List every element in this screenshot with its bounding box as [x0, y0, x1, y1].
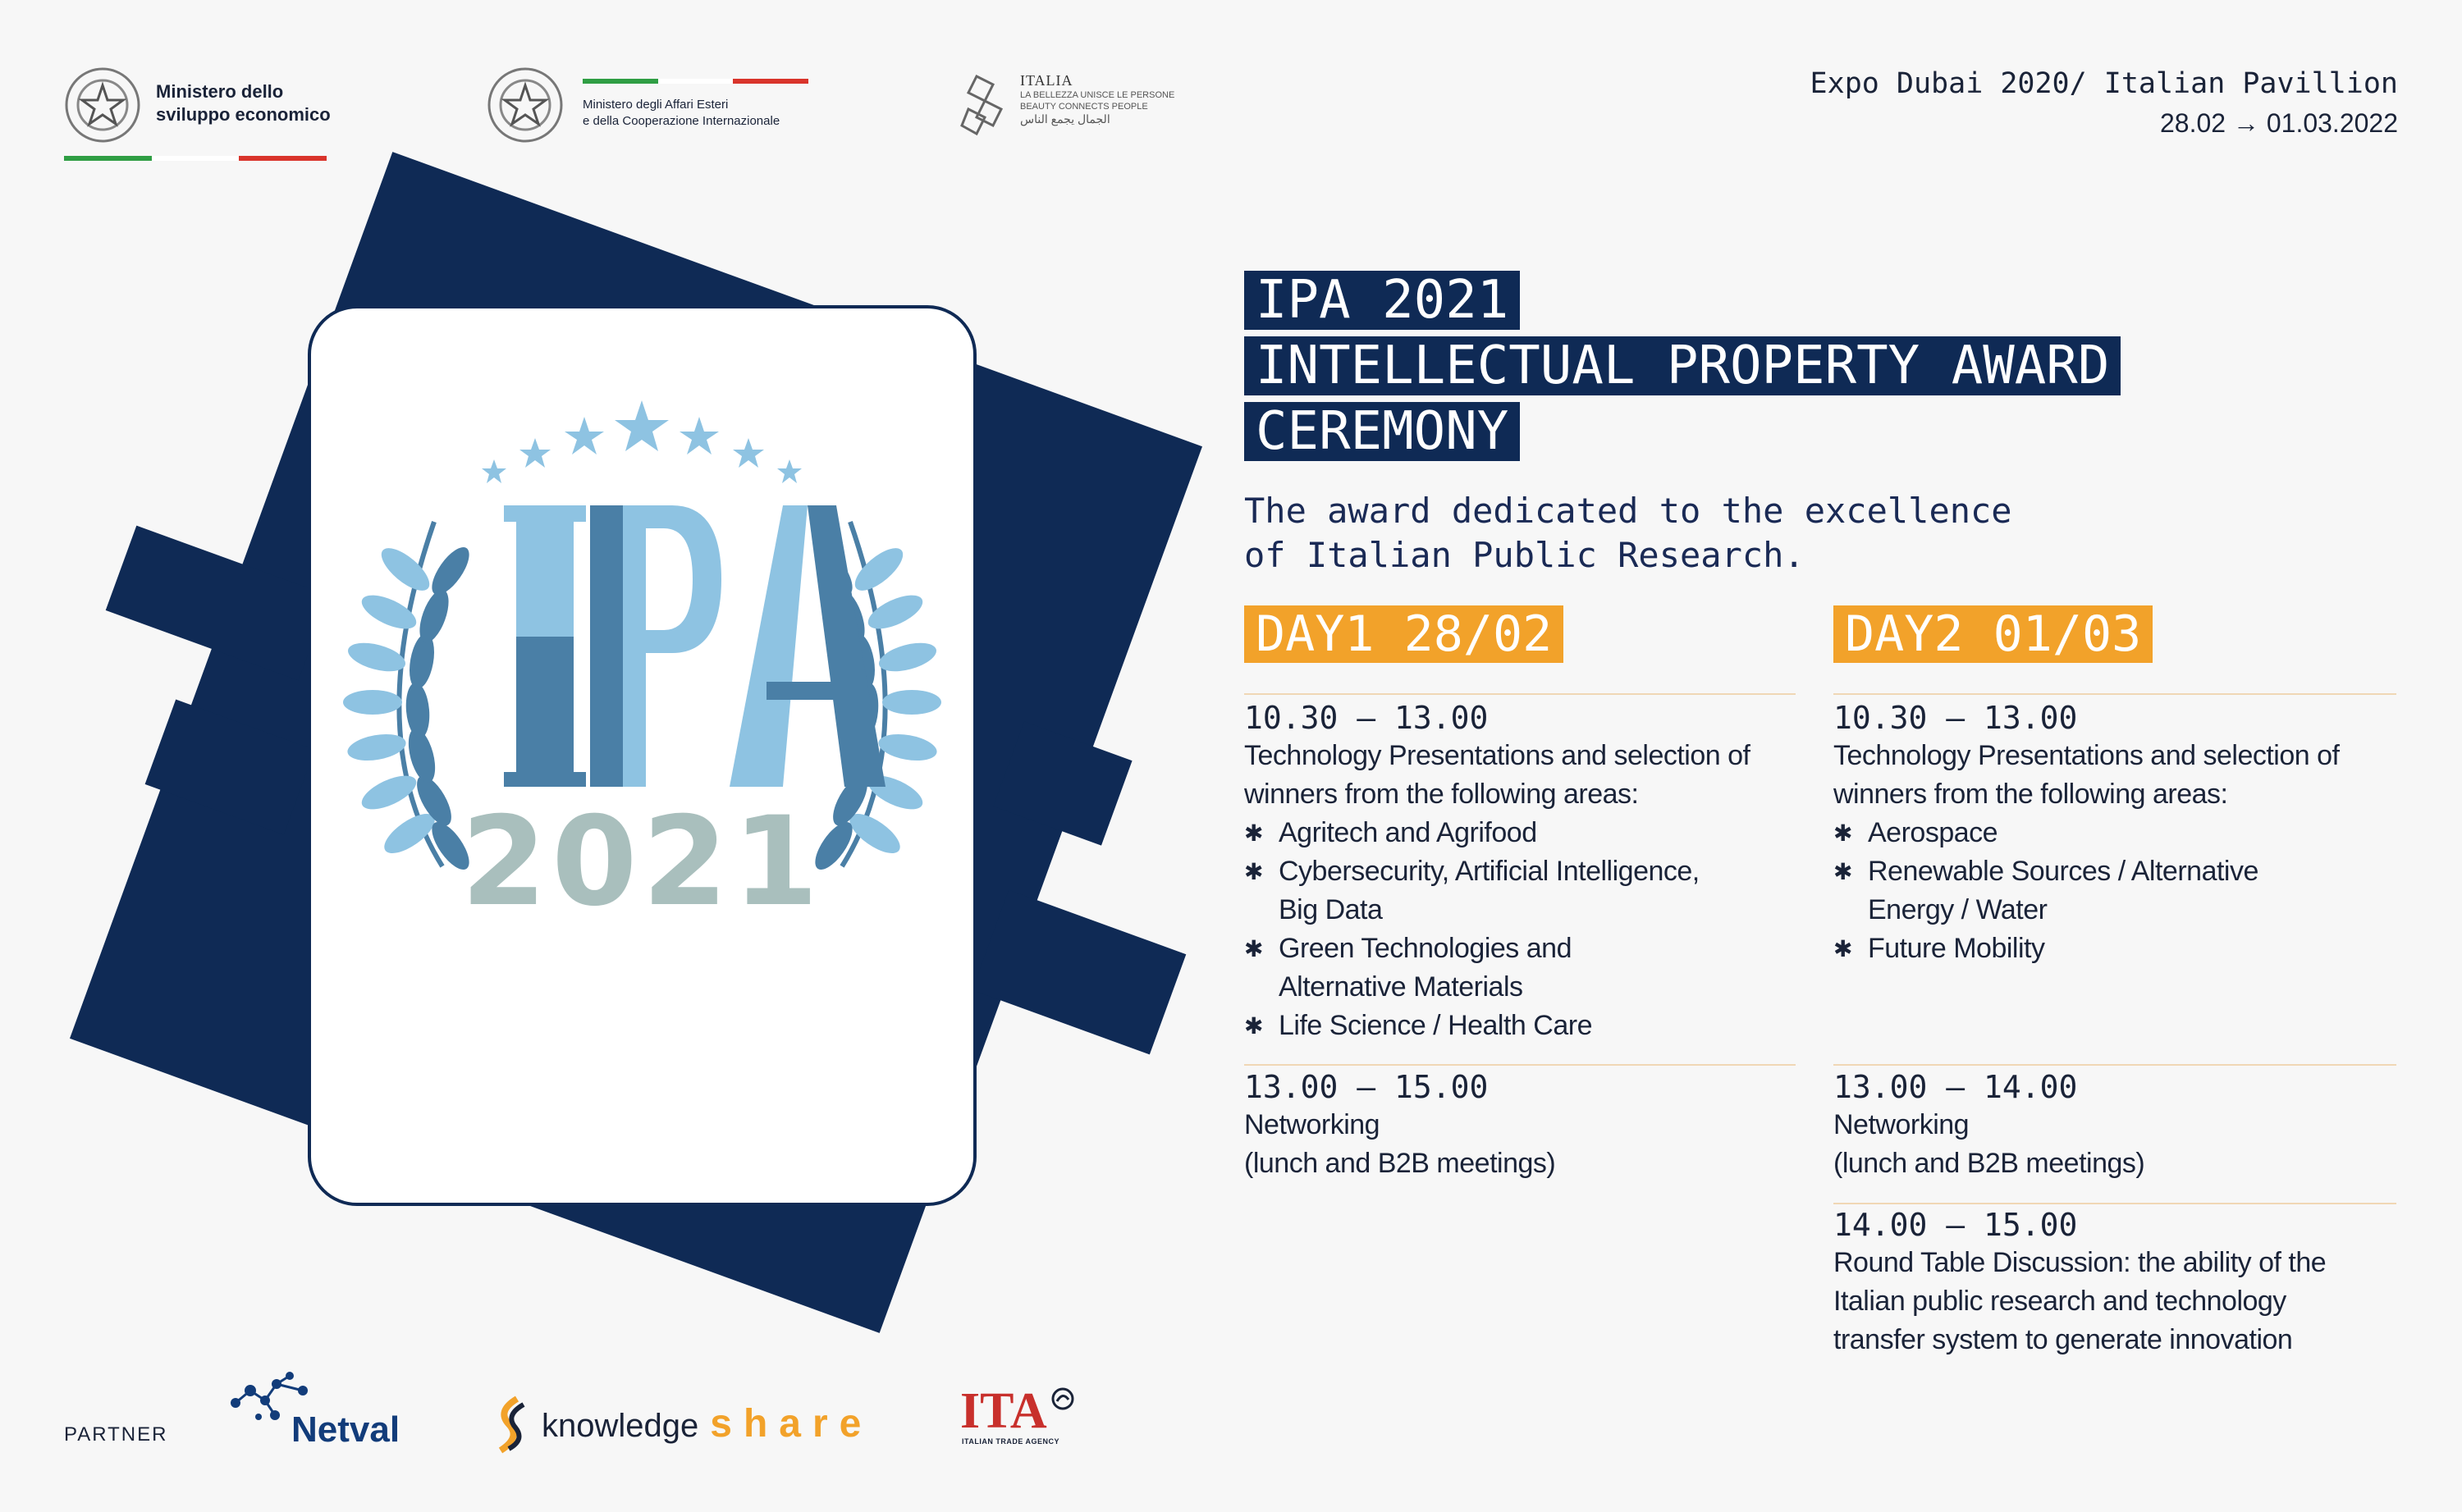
- session-desc-line: (lunch and B2B meetings): [1244, 1148, 1556, 1179]
- session-time: 13.00 – 15.00: [1244, 1069, 1489, 1105]
- divider: [1244, 1064, 1796, 1066]
- session-time: 13.00 – 14.00: [1833, 1069, 2078, 1105]
- session-desc-line: Technology Presentations and selection of: [1833, 740, 2340, 771]
- list-item-text: Life Science / Health Care: [1279, 1010, 1592, 1041]
- list-item: [1833, 930, 2408, 968]
- day2-label: DAY2 01/03: [1833, 605, 2153, 663]
- ipa-logo: [311, 308, 973, 1203]
- italia-line2: LA BELLEZZA UNISCE LE PERSONE: [1020, 90, 1175, 100]
- knowledge-share-icon: [492, 1395, 530, 1454]
- list-item: [1833, 852, 2408, 930]
- list-item: [1244, 852, 1819, 930]
- list-item-text: Green Technologies and: [1279, 933, 1572, 964]
- list-item-text: Energy / Water: [1868, 894, 2048, 925]
- session-desc-line: winners from the following areas:: [1833, 779, 2228, 810]
- ipa-logo-year: 2021: [460, 791, 824, 934]
- divider: [1833, 693, 2396, 695]
- divider: [1833, 1203, 2396, 1204]
- stars-icon: [482, 400, 802, 483]
- ministry1-line1: Ministero dello: [156, 81, 284, 102]
- day1-label: DAY1 28/02: [1244, 605, 1563, 663]
- divider: [1244, 693, 1796, 695]
- asterisk-bullet-icon: ✱: [1244, 820, 1263, 846]
- ministry2-line1: Ministero degli Affari Esteri: [583, 98, 729, 112]
- list-item-text: Future Mobility: [1868, 933, 2045, 964]
- ks-knowledge: knowledge: [542, 1408, 699, 1444]
- italia-line4: الجمال يجمع الناس: [1020, 112, 1110, 126]
- knowledge-share-logo: [542, 1401, 872, 1446]
- ministry1-line2: sviluppo economico: [156, 104, 331, 125]
- italia-line3: BEAUTY CONNECTS PEOPLE: [1020, 102, 1148, 112]
- list-item: [1833, 814, 2408, 852]
- day2-session1: [1833, 699, 2408, 968]
- list-item-text: Cybersecurity, Artificial Intelligence,: [1279, 856, 1700, 887]
- session-desc-line: winners from the following areas:: [1244, 779, 1639, 810]
- subtitle: [1244, 489, 2012, 578]
- day2-session3: [1833, 1206, 2424, 1359]
- session-time: 10.30 – 13.00: [1833, 700, 2078, 736]
- italia-line1: ITALIA: [1020, 72, 1073, 89]
- asterisk-bullet-icon: ✱: [1833, 859, 1852, 884]
- asterisk-bullet-icon: ✱: [1833, 936, 1852, 962]
- day1-session2: [1244, 1068, 1819, 1183]
- ministry2-line2: e della Cooperazione Internazionale: [583, 114, 780, 128]
- title-line3: CEREMONY: [1244, 402, 1520, 461]
- day1-session1: [1244, 699, 1819, 1045]
- divider: [1833, 1064, 2396, 1066]
- session-desc-line: Networking: [1833, 1109, 1970, 1140]
- session-time: 14.00 – 15.00: [1833, 1207, 2078, 1243]
- ks-share: share: [710, 1402, 873, 1446]
- list-item-text: Renewable Sources / Alternative: [1868, 856, 2258, 887]
- ita-logo: ITA: [960, 1383, 1047, 1439]
- ipa-graphic: [0, 0, 1231, 1354]
- session-time: 10.30 – 13.00: [1244, 700, 1489, 736]
- ita-mark-icon: [1050, 1386, 1075, 1411]
- asterisk-bullet-icon: ✱: [1244, 936, 1263, 962]
- session-desc-line: transfer system to generate innovation: [1833, 1324, 2293, 1355]
- list-item: [1244, 814, 1819, 852]
- netval-logo: Netval: [291, 1409, 400, 1450]
- expo-title: Expo Dubai 2020/ Italian Pavillion: [1810, 67, 2398, 100]
- areas-list: [1244, 814, 1819, 1045]
- title-line1: IPA 2021: [1244, 271, 1520, 330]
- subtitle-line1: The award dedicated to the excellence: [1244, 491, 2012, 531]
- list-item-text: Aerospace: [1868, 817, 1998, 848]
- list-item: [1244, 1007, 1819, 1045]
- ipa-logo-card: [308, 305, 977, 1206]
- session-desc-line: Round Table Discussion: the ability of the: [1833, 1247, 2327, 1278]
- day2-session2: [1833, 1068, 2408, 1183]
- expo-dates: 28.02 → 01.03.2022: [2159, 108, 2398, 138]
- ita-subtitle: ITALIAN TRADE AGENCY: [962, 1437, 1059, 1446]
- subtitle-line2: of Italian Public Research.: [1244, 535, 1805, 575]
- list-item: [1244, 930, 1819, 1007]
- list-item-text: Alternative Materials: [1279, 971, 1523, 1003]
- areas-list: [1833, 814, 2408, 968]
- list-item-text: Big Data: [1279, 894, 1383, 925]
- asterisk-bullet-icon: ✱: [1244, 859, 1263, 884]
- session-desc-line: Networking: [1244, 1109, 1380, 1140]
- list-item-text: Agritech and Agrifood: [1279, 817, 1537, 848]
- session-desc-line: (lunch and B2B meetings): [1833, 1148, 2145, 1179]
- session-desc-line: Technology Presentations and selection of: [1244, 740, 1750, 771]
- title-line2: INTELLECTUAL PROPERTY AWARD: [1244, 336, 2121, 395]
- session-desc-line: Italian public research and technology: [1833, 1286, 2286, 1317]
- partner-label: PARTNER: [64, 1423, 168, 1446]
- ipa-letters: [504, 505, 885, 787]
- asterisk-bullet-icon: ✱: [1833, 820, 1852, 846]
- navy-right-bar: [972, 890, 1187, 1055]
- asterisk-bullet-icon: ✱: [1244, 1013, 1263, 1039]
